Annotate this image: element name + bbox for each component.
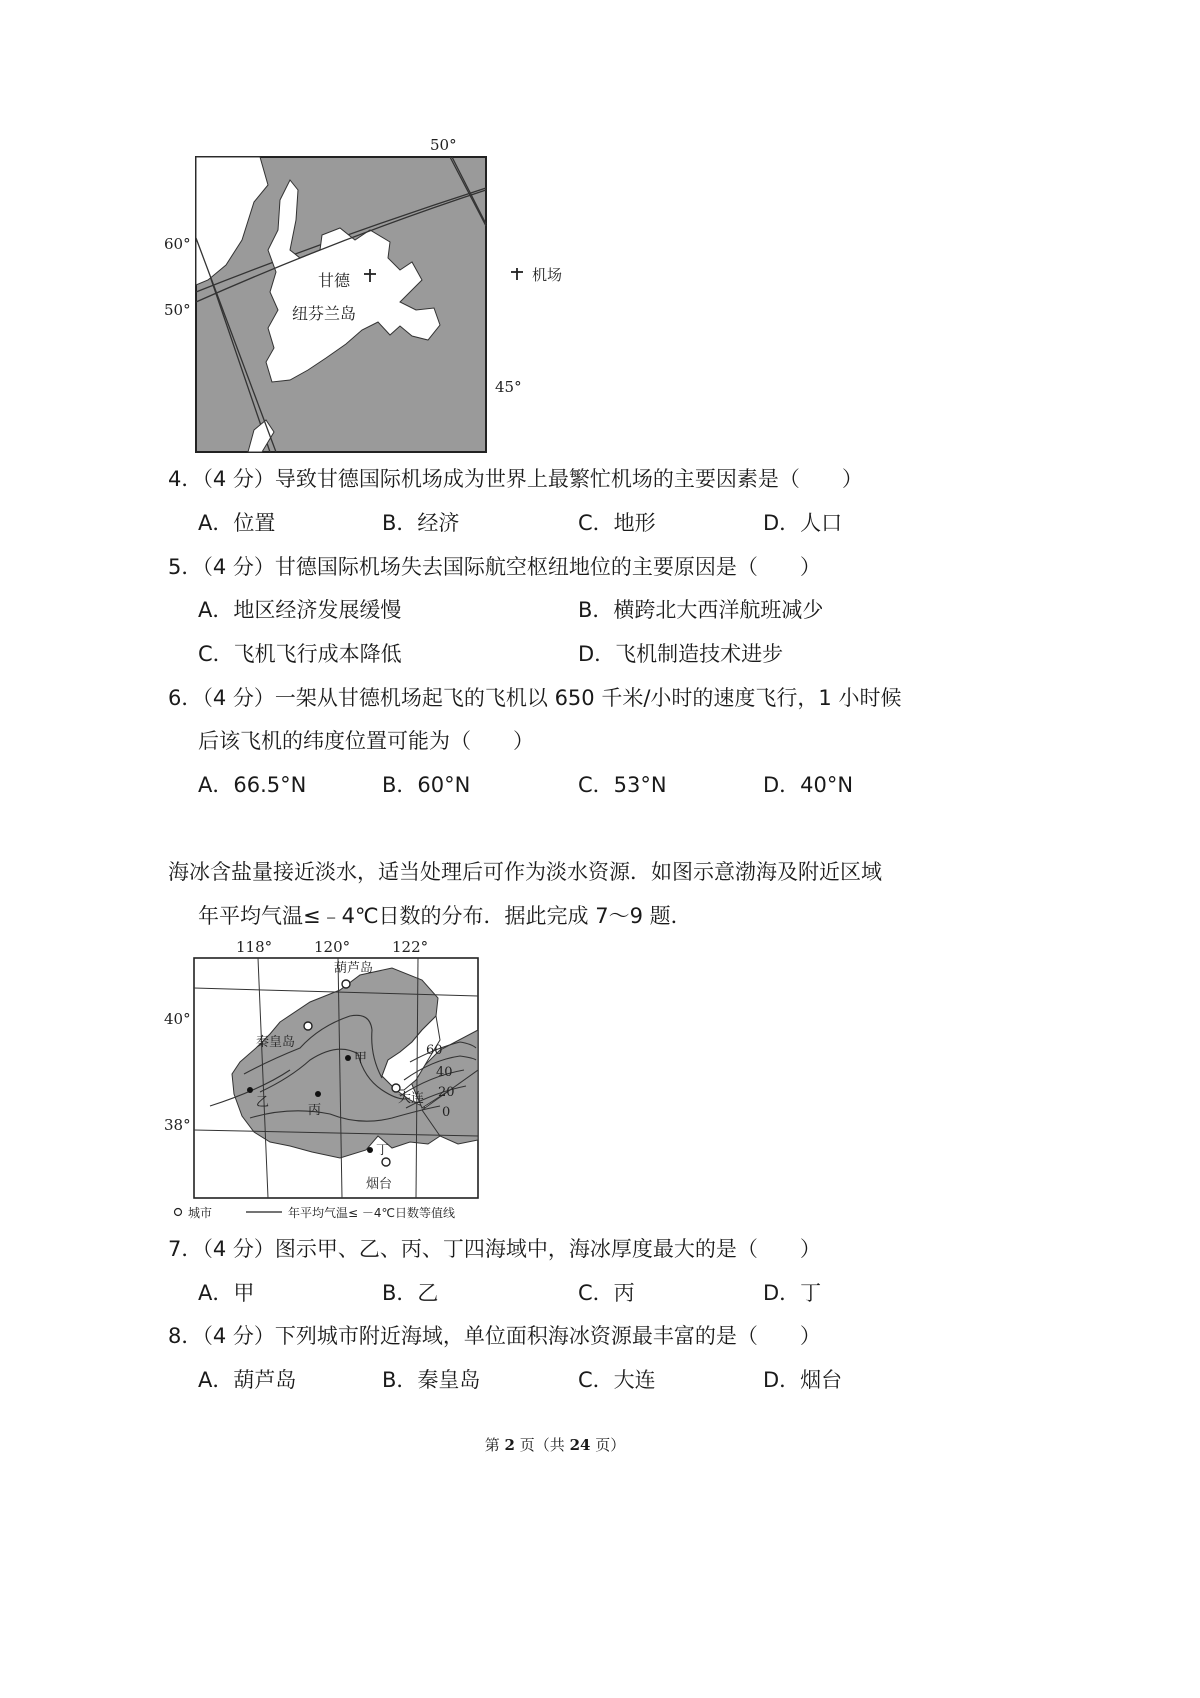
map2-lon-122: 122° bbox=[392, 938, 429, 956]
city-marker-qinhuangdao bbox=[304, 1022, 312, 1030]
map2-lon-118: 118° bbox=[236, 938, 273, 956]
q6-option-b[interactable]: B．60°N bbox=[382, 773, 471, 797]
q7-option-a[interactable]: A．甲 bbox=[198, 1281, 255, 1305]
map1-city-gander: 甘德 bbox=[318, 271, 351, 290]
footer-suffix: 页） bbox=[595, 1436, 626, 1454]
contour-label-40: 40 bbox=[436, 1065, 453, 1080]
legend-contour-label: 年平均气温≤ －4℃日数等值线 bbox=[288, 1206, 455, 1220]
city-label-yantai: 烟台 bbox=[366, 1177, 393, 1192]
q5-option-a[interactable]: A．地区经济发展缓慢 bbox=[198, 598, 402, 622]
point-marker-ding bbox=[367, 1147, 373, 1153]
map2-lat-40: 40° bbox=[164, 1010, 191, 1028]
q7-stem: 7．（4 分）图示甲、乙、丙、丁四海域中，海冰厚度最大的是（ ） bbox=[168, 1237, 821, 1261]
legend-city-label: 城市 bbox=[188, 1206, 213, 1220]
newfoundland-map bbox=[150, 130, 630, 500]
q4-option-a[interactable]: A．位置 bbox=[198, 511, 276, 535]
q4-option-d[interactable]: D．人口 bbox=[763, 511, 843, 535]
map1-legend-airport-icon bbox=[511, 268, 523, 280]
legend-city-icon bbox=[175, 1209, 182, 1216]
point-marker-yi bbox=[247, 1087, 253, 1093]
q6-option-d[interactable]: D．40°N bbox=[763, 773, 854, 797]
q8-stem: 8．（4 分）下列城市附近海域，单位面积海冰资源最丰富的是（ ） bbox=[168, 1324, 821, 1348]
city-label-huludao: 葫芦岛 bbox=[334, 961, 374, 976]
q8-option-b[interactable]: B．秦皇岛 bbox=[382, 1368, 481, 1392]
point-marker-jia bbox=[345, 1055, 351, 1061]
q8-option-c[interactable]: C．大连 bbox=[578, 1368, 656, 1392]
map1-lat-60: 60° bbox=[164, 235, 191, 253]
q7-option-d[interactable]: D．丁 bbox=[763, 1281, 822, 1305]
point-label-bing: 丙 bbox=[308, 1103, 322, 1118]
q5-option-b[interactable]: B．横跨北大西洋航班减少 bbox=[578, 598, 824, 622]
q7-option-c[interactable]: C．丙 bbox=[578, 1281, 635, 1305]
q5-option-d[interactable]: D．飞机制造技术进步 bbox=[578, 642, 784, 666]
q5-option-c[interactable]: C．飞机飞行成本降低 bbox=[198, 642, 402, 666]
city-marker-yantai bbox=[382, 1158, 390, 1166]
map1-lon-50: 50° bbox=[430, 136, 457, 154]
intro-line2: 年平均气温≤﹣4℃日数的分布．据此完成 7～9 题． bbox=[198, 904, 692, 928]
q4-stem: 4．（4 分）导致甘德国际机场成为世界上最繁忙机场的主要因素是（ ） bbox=[168, 467, 863, 491]
city-label-dalian: 大连 bbox=[398, 1091, 425, 1106]
contour-label-20: 20 bbox=[438, 1085, 455, 1100]
map2-lon-120: 120° bbox=[314, 938, 351, 956]
contour-label-60: 60 bbox=[426, 1043, 443, 1058]
footer-prefix: 第 bbox=[484, 1436, 500, 1454]
q5-stem: 5．（4 分）甘德国际机场失去国际航空枢纽地位的主要原因是（ ） bbox=[168, 555, 821, 579]
bohai-map bbox=[160, 930, 520, 1222]
point-label-jia: 甲 bbox=[354, 1051, 368, 1066]
map1-island-label: 纽芬兰岛 bbox=[292, 304, 357, 323]
footer-page-number: 2 bbox=[504, 1436, 515, 1454]
point-label-yi: 乙 bbox=[256, 1095, 270, 1110]
q6-option-c[interactable]: C．53°N bbox=[578, 773, 667, 797]
q4-option-b[interactable]: B．经济 bbox=[382, 511, 460, 535]
contour-label-0: 0 bbox=[442, 1105, 451, 1120]
q8-option-a[interactable]: A．葫芦岛 bbox=[198, 1368, 297, 1392]
q6-stem-line2: 后该飞机的纬度位置可能为（ ） bbox=[198, 729, 534, 753]
q6-stem-line1: 6．（4 分）一架从甘德机场起飞的飞机以 650 千米/小时的速度飞行，1 小时候 bbox=[168, 686, 902, 710]
map1-legend-label: 机场 bbox=[532, 266, 563, 284]
footer-middle: 页（共 bbox=[519, 1436, 565, 1454]
point-marker-bing bbox=[315, 1091, 321, 1097]
city-label-qinhuangdao: 秦皇岛 bbox=[256, 1035, 296, 1050]
map2-lat-38: 38° bbox=[164, 1116, 191, 1134]
q7-option-b[interactable]: B．乙 bbox=[382, 1281, 439, 1305]
footer-total-pages: 24 bbox=[569, 1436, 591, 1454]
city-marker-huludao bbox=[342, 980, 350, 988]
map1-lat-50: 50° bbox=[164, 301, 191, 319]
intro-line1: 海冰含盐量接近淡水，适当处理后可作为淡水资源．如图示意渤海及附近区域 bbox=[168, 860, 882, 884]
point-label-ding: 丁 bbox=[376, 1143, 390, 1158]
page-footer bbox=[0, 1434, 1110, 1455]
map1-lon-45: 45° bbox=[495, 378, 522, 396]
q4-option-c[interactable]: C．地形 bbox=[578, 511, 656, 535]
q6-option-a[interactable]: A．66.5°N bbox=[198, 773, 307, 797]
q8-option-d[interactable]: D．烟台 bbox=[763, 1368, 843, 1392]
